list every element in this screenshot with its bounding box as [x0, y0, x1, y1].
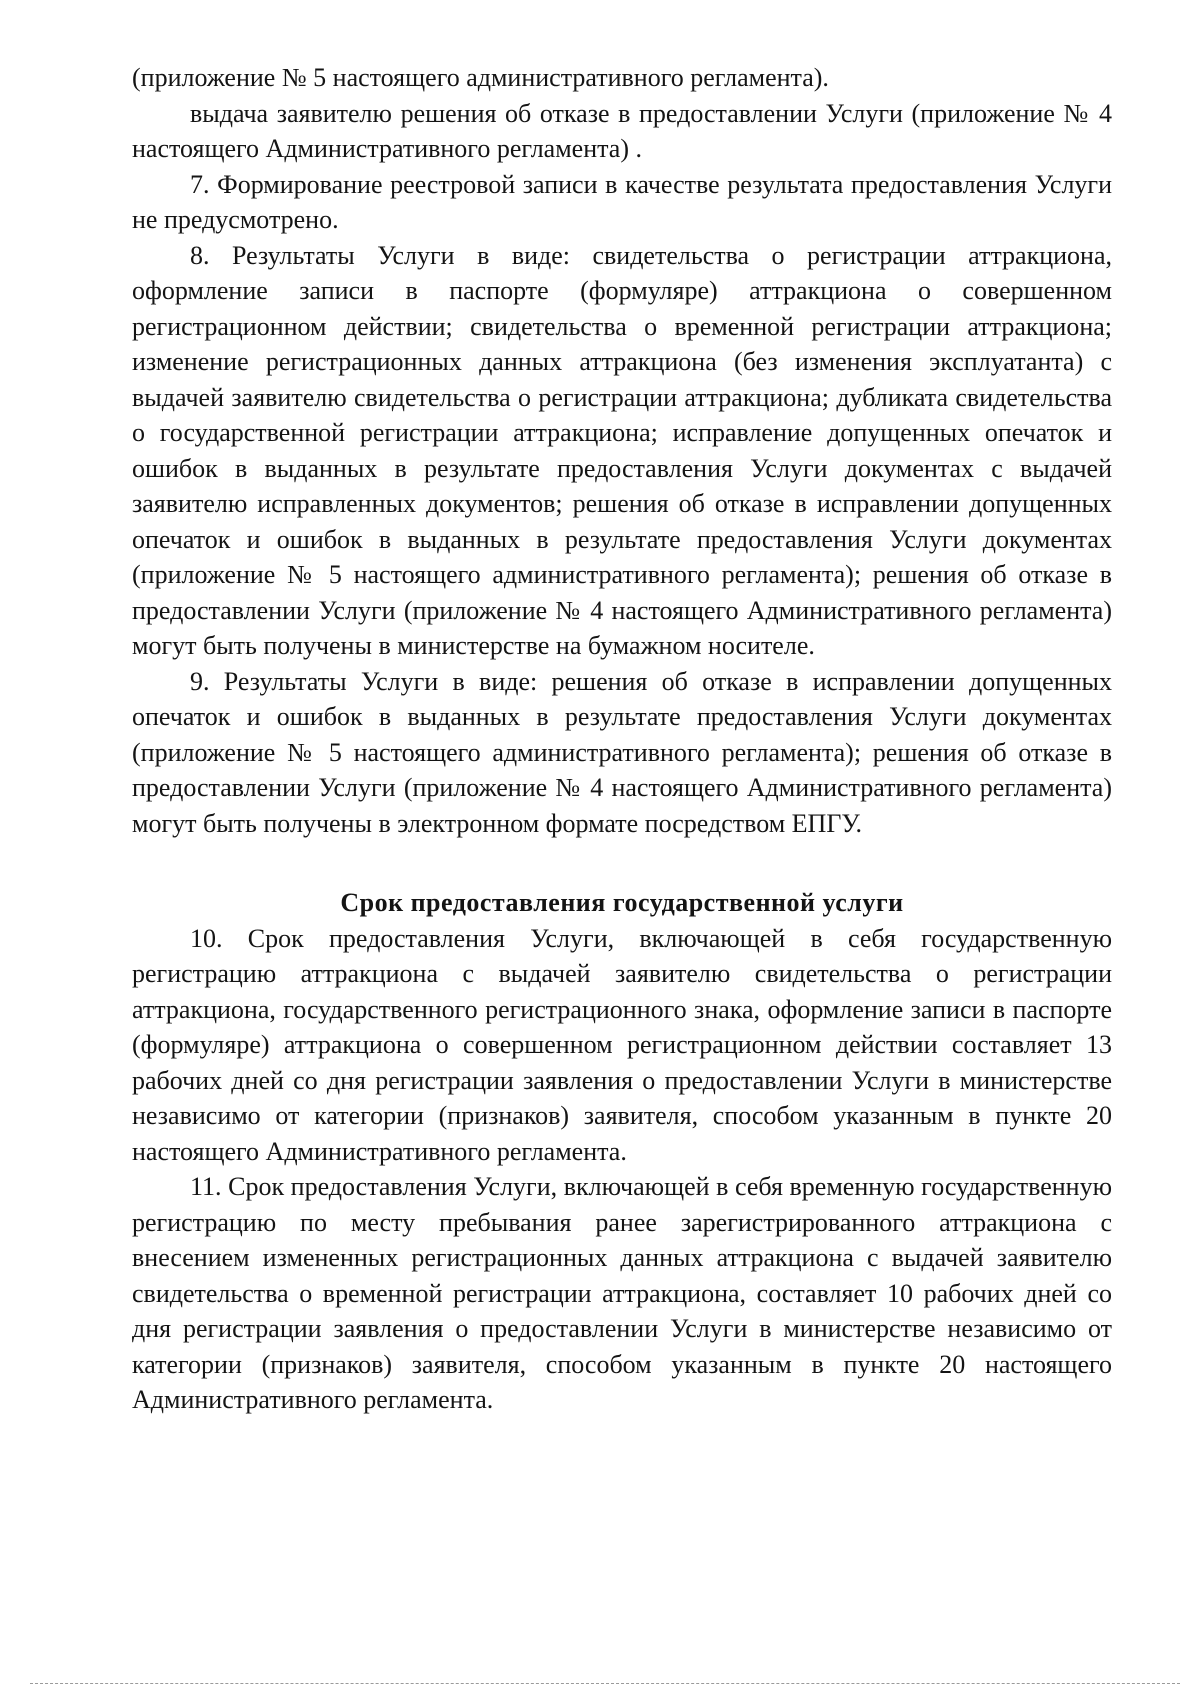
paragraph-refusal-issuance: выдача заявителю решения об отказе в предоставлении Услуги (приложение № 4 настоящего Административного регламента) .: [132, 98, 1112, 163]
paragraph-11: 11. Срок предоставления Услуги, включающей в себя временную государственную регистрацию по месту пребывания ранее зарегистрированного аттракциона с внесением измененных регистрационных данных аттракциона с выдачей заявителю свидетельства о временной регистрации аттракциона, составляет 10 рабочих дней со дня регистрации заявления о предоставлении Услуги в министерстве независимо от категории (признаков) заявителя, способом указанным в пункте 20 настоящего Административного регламента.: [132, 1172, 1112, 1414]
document-body: [132, 60, 1112, 1418]
paragraph-7: 7. Формирование реестровой записи в качестве результата предоставления Услуги не предусмотрено.: [132, 169, 1112, 234]
paragraph-8: 8. Результаты Услуги в виде: свидетельства о регистрации аттракциона, оформление записи в паспорте (формуляре) аттракциона о совершенном регистрационном действии; свидетельства о временной регистрации аттракциона; изменение регистрационных данных аттракциона (без изменения эксплуатанта) с выдачей заявителю свидетельства о регистрации аттракциона; дубликата свидетельства о государственной регистрации аттракциона; исправление допущенных опечаток и ошибок в выданных в результате предоставления Услуги документах с выдачей заявителю исправленных документов; решения об отказе в исправлении допущенных опечаток и ошибок в выданных в результате предоставления Услуги документах (приложение № 5 настоящего административного регламента); решения об отказе в предоставлении Услуги (приложение № 4 настоящего Административного регламента) могут быть получены в министерстве на бумажном носителе.: [132, 240, 1112, 660]
paragraph-10: 10. Срок предоставления Услуги, включающей в себя государственную регистрацию аттракциона с выдачей заявителю свидетельства о регистрации аттракциона, государственного регистрационного знака, оформление записи в паспорте (формуляре) аттракциона о совершенном регистрационном действии составляет 13 рабочих дней со дня регистрации заявления о предоставлении Услуги в министерстве независимо от категории (признаков) заявителя, способом указанным в пункте 20 настоящего Административного регламента.: [132, 923, 1112, 1166]
section-heading: Срок предоставления государственной услуги: [340, 888, 904, 917]
scan-edge-line: [30, 1683, 1180, 1684]
paragraph-appendix-5-ref: (приложение № 5 настоящего административного регламента).: [132, 63, 829, 92]
paragraph-9: 9. Результаты Услуги в виде: решения об отказе в исправлении допущенных опечаток и ошибок в выданных в результате предоставления Услуги документах (приложение № 5 настоящего административного регламента); решения об отказе в предоставлении Услуги (приложение № 4 настоящего Административного регламента) могут быть получены в электронном формате посредством ЕПГУ.: [132, 666, 1112, 838]
